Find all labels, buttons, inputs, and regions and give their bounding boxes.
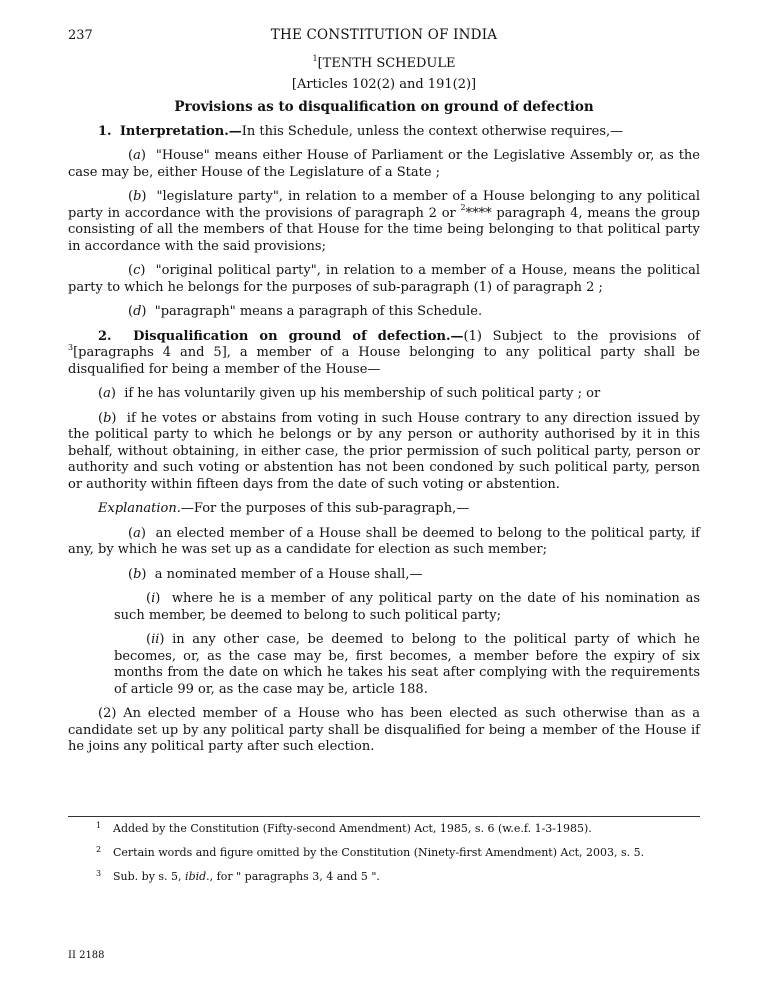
subclause-label: ii <box>151 632 160 647</box>
footnote-text-part: Sub. by s. 5, <box>113 870 186 883</box>
paragraph-1 <box>68 124 700 141</box>
clause-1d: (d) "paragraph" means a paragraph of this Schedule. <box>128 304 483 319</box>
explanation <box>68 501 700 518</box>
paragraph-1-text: In this Schedule, unless the context otherwise requires,— <box>241 123 624 139</box>
clause-text: if he has voluntarily given up his membership of such political party ; or <box>124 386 601 401</box>
clause-text-part: paragraph 4, means the group consisting of all the members of that House for the time being belonging to that political party in accordance with the said provisions; <box>68 205 700 254</box>
footnote-text: Certain words and figure omitted by the Constitution (Ninety-first Amendment) Act, 2003, s. 5. <box>113 846 645 859</box>
schedule-title <box>68 53 700 73</box>
footnote-mark: 1 <box>96 821 102 830</box>
footnote-text-part: , for " paragraphs 3, 4 and 5 ". <box>209 870 380 883</box>
omission-stars: **** <box>465 205 492 221</box>
clause-1b: (b) "legislature party", in relation to a member of a House belonging to any political party in accordance with the provisions of paragraph 2 or $^2$**** paragraph 4, means the group consisting of all the members of that House for the time being belonging to that political party in accordance with the said provisions; <box>68 189 700 254</box>
footnote-text: Added by the Constitution (Fifty-second Amendment) Act, 1985, s. 6 (w.e.f. 1-3-1985). <box>113 822 592 835</box>
clause-label: d <box>133 304 142 319</box>
document-body <box>68 53 701 764</box>
footnote-divider <box>68 816 700 817</box>
explanation-subclause-i: (i) where he is a member of any political party on the date of his nomination as such member, be deemed to belong to such political party; <box>114 591 701 623</box>
paragraph-2-text-part: [paragraphs 4 and 5], a member of a House belonging to any political party shall be disqualified for being a member of the House— <box>68 345 700 377</box>
clause-text: a nominated member of a House shall,— <box>154 566 423 582</box>
clause-1a: (a) "House" means either House of Parliament or the Legislative Assembly or, as the case may be, either House of the Legislature of a State ; <box>68 148 701 180</box>
schedule-title-text: TENTH SCHEDULE <box>322 56 456 71</box>
clause-label: a <box>133 148 141 163</box>
clause-text: "paragraph" means a paragraph of this Schedule. <box>154 304 483 319</box>
clause-label: a <box>103 386 111 401</box>
footnote-3 <box>96 870 706 884</box>
clause-label: a <box>133 525 141 541</box>
paragraph-2 <box>68 329 700 379</box>
page-number: 237 <box>68 28 93 43</box>
clause-text-part: "legislature party", in relation to a member of a House belonging to any political party in accordance with the provisions of paragraph 2 or <box>68 189 700 221</box>
paragraph-2-number: 2. <box>98 328 112 344</box>
clause-2b: (b) if he votes or abstains from voting in such House contrary to any direction issued by the political party to which he belongs or by any person or authority authorised by it in this behalf, without obtaining, in either case, the prior permission of such political party, person or authority and such voting or abstention has not been condoned by such political party, person or authority within fifteen days from the date of such voting or abstention. <box>68 410 700 492</box>
explanation-subclause-ii: (ii) in any other case, be deemed to belong to the political party of which he becomes, or, as the case may be, first becomes, a member before the expiry of six months from the date on which he takes his seat after complying with the requirements of article 99 or, as the case may be, article 188. <box>114 632 700 697</box>
clause-label: b <box>133 189 142 204</box>
paragraph-1-number: 1. <box>98 123 112 139</box>
clause-text: "original political party", in relation to a member of a House, means the political party to which he belongs for the purposes of sub-paragraph (1) of paragraph 2 ; <box>68 263 700 295</box>
print-code: II 2188 <box>68 950 105 961</box>
footnote-ibid: ibid. <box>185 870 210 883</box>
clause-label: b <box>133 566 142 582</box>
clause-label: b <box>103 410 112 426</box>
subclause-text: where he is a member of any political party on the date of his nomination as such member, be deemed to belong to such political party; <box>114 591 701 623</box>
explanation-text: —For the purposes of this sub-paragraph,— <box>180 501 470 516</box>
explanation-clause-a: (a) an elected member of a House shall be deemed to belong to the political party, if any, by which he was set up as a candidate for election as such member; <box>68 525 700 557</box>
paragraph-2-text-part: (1) Subject to the provisions of <box>463 328 700 344</box>
sub-paragraph-2: (2) An elected member of a House who has been elected as such otherwise than as a candidate set up by any political party shall be disqualified for being a member of the House if he joins any political party after such election. <box>68 706 700 754</box>
footnote-1 <box>96 822 706 836</box>
clause-label: c <box>133 263 141 278</box>
footnote-2 <box>96 846 706 860</box>
footnotes <box>96 822 706 894</box>
subclause-text: in any other case, be deemed to belong to the political party of which he becomes, or, as the case may be, first becomes, a member before the expiry of six months from the date on which he takes his seat after complying with the requirements of article 99 or, as the case may be, article 188. <box>114 632 700 697</box>
paragraph-1-heading: Interpretation.— <box>119 123 242 139</box>
running-title: THE CONSTITUTION OF INDIA <box>270 27 498 43</box>
clause-text: "House" means either House of Parliament or the Legislative Assembly or, as the case may be, either House of the Legislature of a State ; <box>68 148 701 180</box>
explanation-clause-b: (b) a nominated member of a House shall,— <box>128 566 423 582</box>
subclause-label: i <box>151 591 156 606</box>
clause-2a: (a) if he has voluntarily given up his membership of such political party ; or <box>98 386 601 401</box>
footnote-ref-2[interactable]: 2 <box>460 203 466 213</box>
footnote-ref-1[interactable]: 1 <box>312 53 318 63</box>
footnote-mark: 2 <box>96 845 102 854</box>
clause-1c: (c) "original political party", in relation to a member of a House, means the political party to which he belongs for the purposes of sub-paragraph (1) of paragraph 2 ; <box>68 263 700 295</box>
schedule-heading: Provisions as to disqualification on ground of defection <box>174 99 594 115</box>
explanation-label: Explanation. <box>98 501 181 516</box>
articles-reference: [Articles 102(2) and 191(2)] <box>291 76 477 92</box>
footnote-mark: 3 <box>96 869 102 878</box>
schedule-title-bracket: [ <box>317 56 323 71</box>
footnote-ref-3[interactable]: 3 <box>68 342 74 352</box>
paragraph-2-heading: Disqualification on ground of defection.— <box>133 328 464 344</box>
clause-text: if he votes or abstains from voting in such House contrary to any direction issued by the political party to which he belongs or by any person or authority authorised by it in this behalf, without obtaining, in either case, the prior permission of such political party, person or authority and such voting or abstention has not been condoned by such political party, person or authority within fifteen days from the date of such voting or abstention. <box>68 410 700 492</box>
clause-text: an elected member of a House shall be deemed to belong to the political party, if any, by which he was set up as a candidate for election as such member; <box>68 525 700 557</box>
